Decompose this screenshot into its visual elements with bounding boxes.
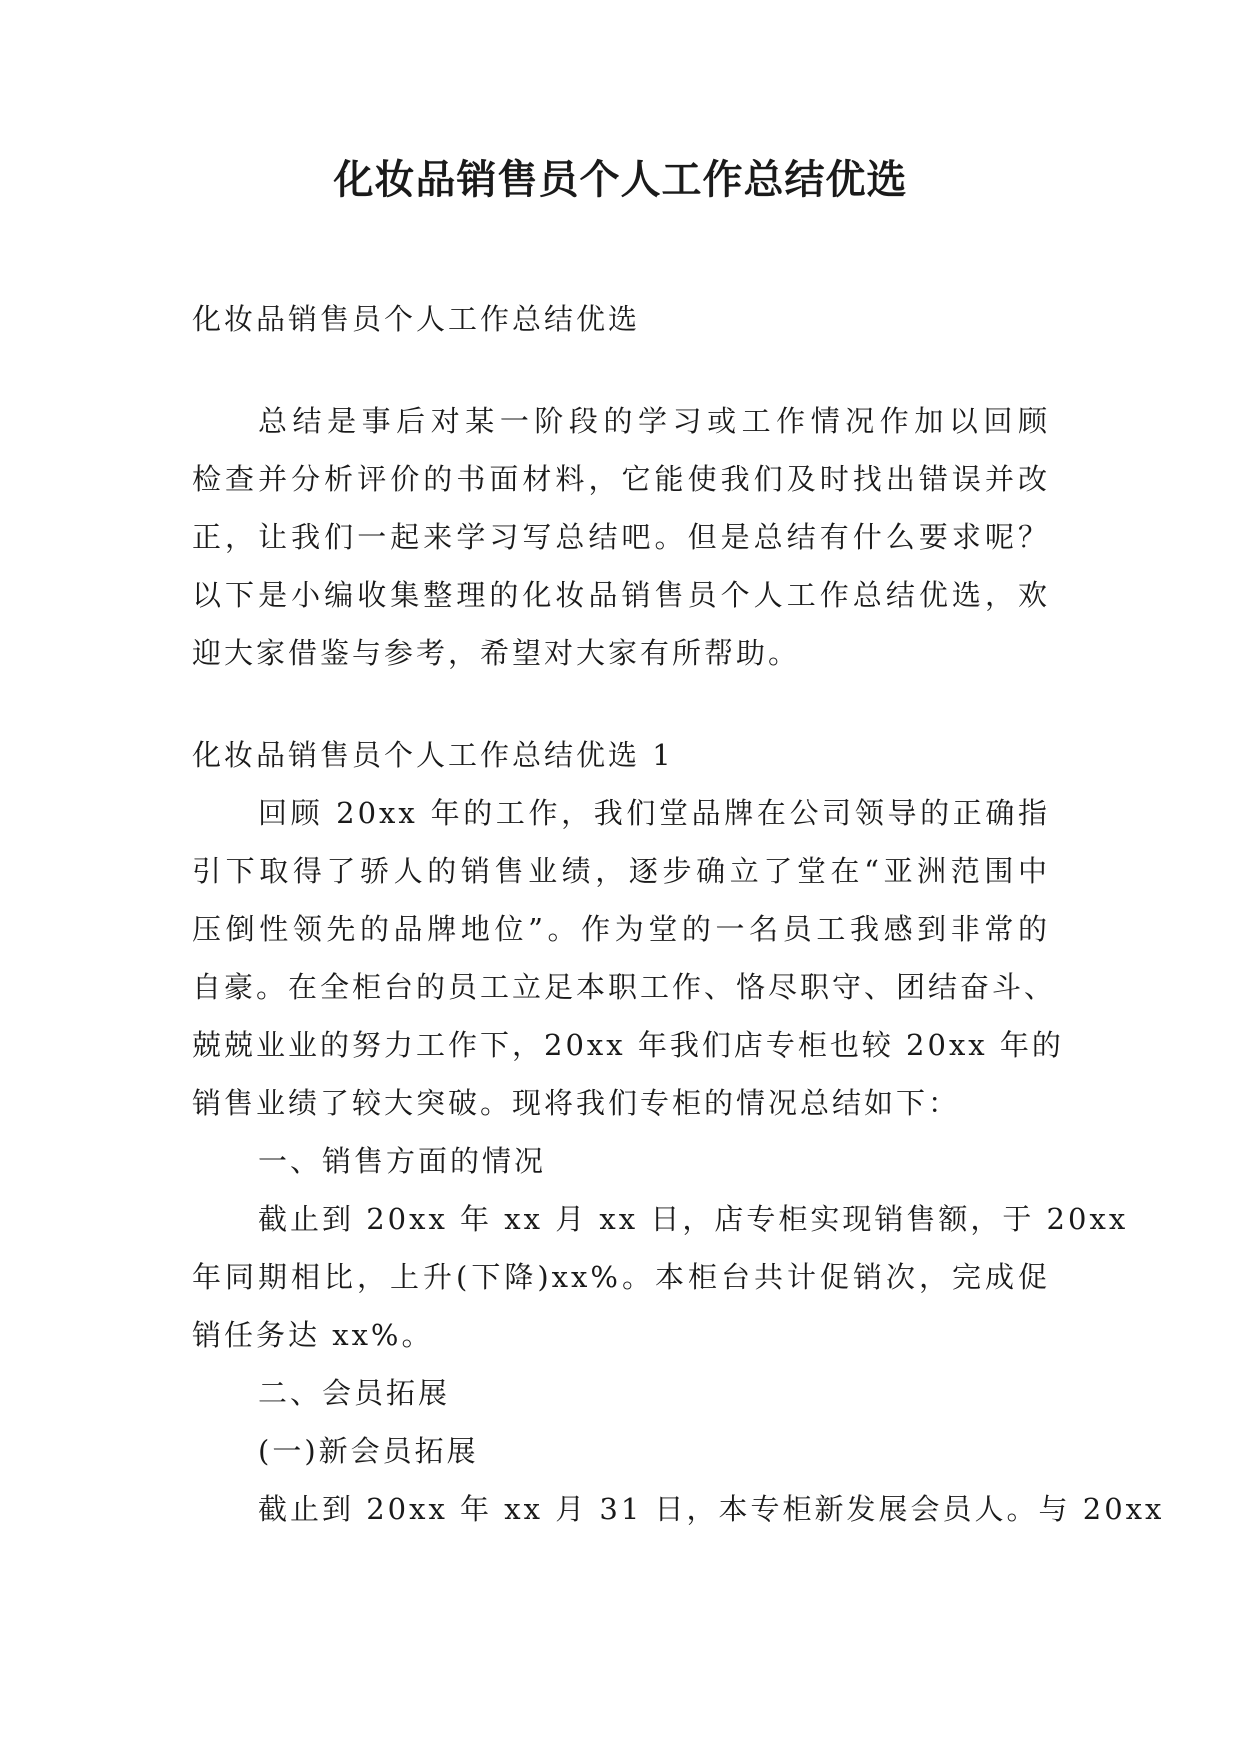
intro-line: 检查并分析评价的书面材料，它能使我们及时找出错误并改 xyxy=(192,462,1050,496)
paragraph-line: 年同期相比，上升(下降)xx%。本柜台共计促销次，完成促 xyxy=(192,1260,1050,1294)
document-body xyxy=(192,290,1165,1538)
paragraph-line: 销售业绩了较大突破。现将我们专柜的情况总结如下： xyxy=(192,1086,961,1120)
paragraph-line: 引下取得了骄人的销售业绩，逐步确立了堂在“亚洲范围中 xyxy=(192,854,1050,888)
paragraph-line: 压倒性领先的品牌地位”。作为堂的一名员工我感到非常的 xyxy=(192,912,1050,946)
paragraph-line: 回顾 20xx 年的工作，我们堂品牌在公司领导的正确指 xyxy=(258,796,1050,830)
intro-line: 正，让我们一起来学习写总结吧。但是总结有什么要求呢？ xyxy=(192,520,1050,554)
document-title: 化妆品销售员个人工作总结优选 xyxy=(333,156,908,203)
paragraph-line: 截止到 20xx 年 xx 月 xx 日，店专柜实现销售额，于 20xx xyxy=(258,1202,1129,1236)
intro-line: 迎大家借鉴与参考，希望对大家有所帮助。 xyxy=(192,636,801,670)
section-heading: 化妆品销售员个人工作总结优选 1 xyxy=(192,738,674,772)
paragraph-line: 截止到 20xx 年 xx 月 31 日，本专柜新发展会员人。与 20xx xyxy=(258,1492,1165,1526)
document-subtitle: 化妆品销售员个人工作总结优选 xyxy=(192,302,641,336)
intro-line: 以下是小编收集整理的化妆品销售员个人工作总结优选，欢 xyxy=(192,578,1050,612)
subsection-heading: 一、销售方面的情况 xyxy=(258,1144,547,1178)
paragraph-line: 兢兢业业的努力工作下，20xx 年我们店专柜也较 20xx 年的 xyxy=(192,1028,1064,1062)
paragraph-line: 销任务达 xx%。 xyxy=(192,1318,434,1352)
intro-line: 总结是事后对某一阶段的学习或工作情况作加以回顾 xyxy=(258,404,1050,438)
paragraph-line: 自豪。在全柜台的员工立足本职工作、恪尽职守、团结奋斗、 xyxy=(192,970,1057,1004)
subsection-heading: 二、会员拓展 xyxy=(258,1376,451,1410)
subsection-heading: (一)新会员拓展 xyxy=(258,1434,479,1468)
